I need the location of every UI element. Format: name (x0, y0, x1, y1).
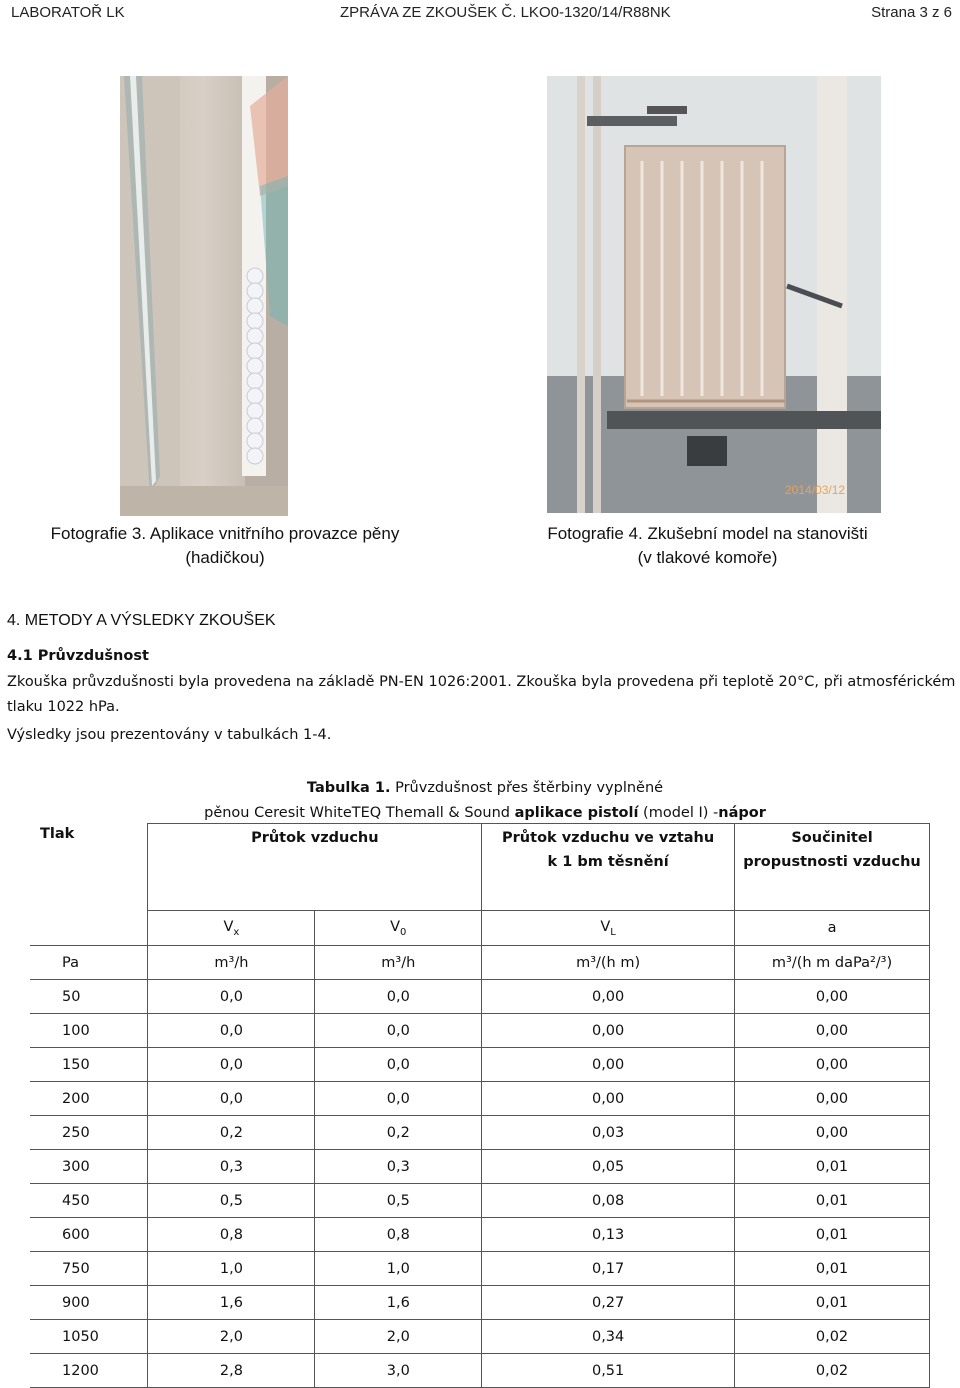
cell-pressure: 150 (30, 1048, 148, 1082)
table-unit-row (30, 946, 930, 980)
cell-a: 0,01 (735, 1218, 930, 1252)
cell-a: 0,02 (735, 1320, 930, 1354)
cell-vx: 2,8 (148, 1354, 315, 1388)
cell-vx: 0,0 (148, 980, 315, 1014)
header-lab-name: LABORATOŘ LK (11, 4, 125, 21)
cell-pressure: 1200 (30, 1354, 148, 1388)
header-page-number: Strana 3 z 6 (871, 4, 952, 21)
table-row (30, 1184, 930, 1218)
symbol-vl (482, 911, 735, 946)
cell-vx: 0,0 (148, 1048, 315, 1082)
table-row (30, 1116, 930, 1150)
table-row (30, 1150, 930, 1184)
table-row (30, 1252, 930, 1286)
cell-pressure: 450 (30, 1184, 148, 1218)
cell-a: 0,00 (735, 980, 930, 1014)
col-header-coefficient-line2: propustnosti vzduchu (743, 854, 921, 870)
paragraph-1: Zkouška průvzdušnosti byla provedena na základě PN-EN 1026:2001. Zkouška byla provedena při teplotě 20°C, při atmosférickém (7, 674, 956, 690)
cell-v0: 0,0 (315, 1082, 482, 1116)
table-caption-method: aplikace pistolí (514, 805, 639, 821)
cell-a: 0,00 (735, 1048, 930, 1082)
cell-v0: 0,0 (315, 980, 482, 1014)
unit-a: m³/(h m daPa²/³) (735, 946, 930, 980)
cell-pressure: 300 (30, 1150, 148, 1184)
table-row (30, 1048, 930, 1082)
photo3-caption-line1: Fotografie 3. Aplikace vnitřního provazce pěny (50, 524, 400, 543)
table-number: Tabulka 1. (306, 780, 391, 796)
symbol-v0 (315, 911, 482, 946)
symbol-vl-sub: L (610, 926, 616, 938)
photo3-caption-line2: (hadičkou) (185, 548, 265, 567)
cell-pressure: 200 (30, 1082, 148, 1116)
table-row (30, 980, 930, 1014)
cell-vl: 0,05 (482, 1150, 735, 1184)
cell-a: 0,02 (735, 1354, 930, 1388)
col-header-airflow-per-meter-line1: Průtok vzduchu ve vztahu (502, 830, 715, 846)
cell-v0: 0,2 (315, 1116, 482, 1150)
cell-vl: 0,08 (482, 1184, 735, 1218)
cell-vx: 0,0 (148, 1082, 315, 1116)
cell-vx: 0,3 (148, 1150, 315, 1184)
unit-vl: m³/(h m) (482, 946, 735, 980)
cell-vx: 1,6 (148, 1286, 315, 1320)
col-header-airflow-per-meter (482, 824, 735, 911)
cell-pressure: 900 (30, 1286, 148, 1320)
symbol-v0-sub: 0 (400, 926, 407, 938)
symbol-vx-sub: x (233, 926, 240, 938)
table-symbol-row (30, 911, 930, 946)
table-row (30, 1014, 930, 1048)
col-header-airflow: Průtok vzduchu (148, 824, 482, 911)
photo-foam-application (120, 76, 288, 516)
table-row (30, 1320, 930, 1354)
photo4-caption-line1: Fotografie 4. Zkušební model na stanovišti (547, 524, 868, 543)
symbol-vx (148, 911, 315, 946)
cell-a: 0,00 (735, 1014, 930, 1048)
col-header-airflow-per-meter-line2: k 1 bm těsnění (547, 854, 669, 870)
symbol-a: a (735, 911, 930, 946)
cell-a: 0,01 (735, 1184, 930, 1218)
col-header-coefficient (735, 824, 930, 911)
cell-v0: 0,5 (315, 1184, 482, 1218)
cell-a: 0,01 (735, 1252, 930, 1286)
symbol-cell-empty (30, 911, 148, 946)
cell-vl: 0,00 (482, 980, 735, 1014)
photo-test-model (547, 76, 881, 513)
cell-vx: 2,0 (148, 1320, 315, 1354)
cell-vx: 0,5 (148, 1184, 315, 1218)
symbol-v0-letter: V (390, 918, 401, 935)
cell-v0: 1,0 (315, 1252, 482, 1286)
photo4-caption (520, 522, 895, 570)
symbol-vl-letter: V (600, 918, 611, 935)
subsection-heading: 4.1 Průvzdušnost (7, 648, 149, 664)
unit-v0: m³/h (315, 946, 482, 980)
table-title: Průvzdušnost přes štěrbiny vyplněné (390, 780, 664, 796)
cell-v0: 0,0 (315, 1048, 482, 1082)
cell-vl: 0,03 (482, 1116, 735, 1150)
photo3-caption (40, 522, 410, 570)
cell-a: 0,00 (735, 1116, 930, 1150)
table-caption-model: (model I) - (638, 805, 719, 821)
photo4-caption-line2: (v tlakové komoře) (637, 548, 778, 567)
cell-vl: 0,00 (482, 1048, 735, 1082)
cell-v0: 0,0 (315, 1014, 482, 1048)
table-caption-line1 (200, 776, 770, 801)
table-header-row (30, 824, 930, 911)
cell-vl: 0,00 (482, 1014, 735, 1048)
unit-pressure: Pa (30, 946, 148, 980)
photo4-date-stamp: 2014/03/12 (785, 483, 846, 497)
table-row (30, 1218, 930, 1252)
symbol-vx-letter: V (223, 918, 234, 935)
cell-vl: 0,13 (482, 1218, 735, 1252)
section-heading: 4. METODY A VÝSLEDKY ZKOUŠEK (7, 612, 276, 629)
cell-pressure: 100 (30, 1014, 148, 1048)
cell-vl: 0,51 (482, 1354, 735, 1388)
cell-vl: 0,34 (482, 1320, 735, 1354)
cell-vx: 1,0 (148, 1252, 315, 1286)
header-report-number: ZPRÁVA ZE ZKOUŠEK Č. LKO0-1320/14/R88NK (340, 4, 671, 21)
cell-pressure: 250 (30, 1116, 148, 1150)
cell-v0: 3,0 (315, 1354, 482, 1388)
col-header-coefficient-line1: Součinitel (791, 830, 873, 846)
table-caption-direction: nápor (718, 805, 766, 821)
col-header-pressure: Tlak (40, 825, 75, 842)
cell-a: 0,00 (735, 1082, 930, 1116)
table-caption (200, 776, 770, 826)
cell-vl: 0,27 (482, 1286, 735, 1320)
table-row (30, 1354, 930, 1388)
cell-pressure: 600 (30, 1218, 148, 1252)
air-permeability-table (30, 823, 930, 1388)
cell-vl: 0,00 (482, 1082, 735, 1116)
cell-v0: 0,3 (315, 1150, 482, 1184)
cell-v0: 1,6 (315, 1286, 482, 1320)
cell-v0: 0,8 (315, 1218, 482, 1252)
cell-v0: 2,0 (315, 1320, 482, 1354)
table-row (30, 1286, 930, 1320)
cell-vx: 0,0 (148, 1014, 315, 1048)
cell-a: 0,01 (735, 1286, 930, 1320)
table-row (30, 1082, 930, 1116)
cell-pressure: 750 (30, 1252, 148, 1286)
cell-vx: 0,2 (148, 1116, 315, 1150)
paragraph-2: Výsledky jsou prezentovány v tabulkách 1-4. (7, 727, 332, 743)
paragraph-1-cont: tlaku 1022 hPa. (7, 699, 120, 715)
cell-a: 0,01 (735, 1150, 930, 1184)
unit-vx: m³/h (148, 946, 315, 980)
cell-pressure: 50 (30, 980, 148, 1014)
cell-pressure: 1050 (30, 1320, 148, 1354)
cell-vx: 0,8 (148, 1218, 315, 1252)
table-caption-material: pěnou Ceresit WhiteTEQ Themall & Sound (204, 805, 515, 821)
cell-vl: 0,17 (482, 1252, 735, 1286)
table-body (30, 980, 930, 1388)
